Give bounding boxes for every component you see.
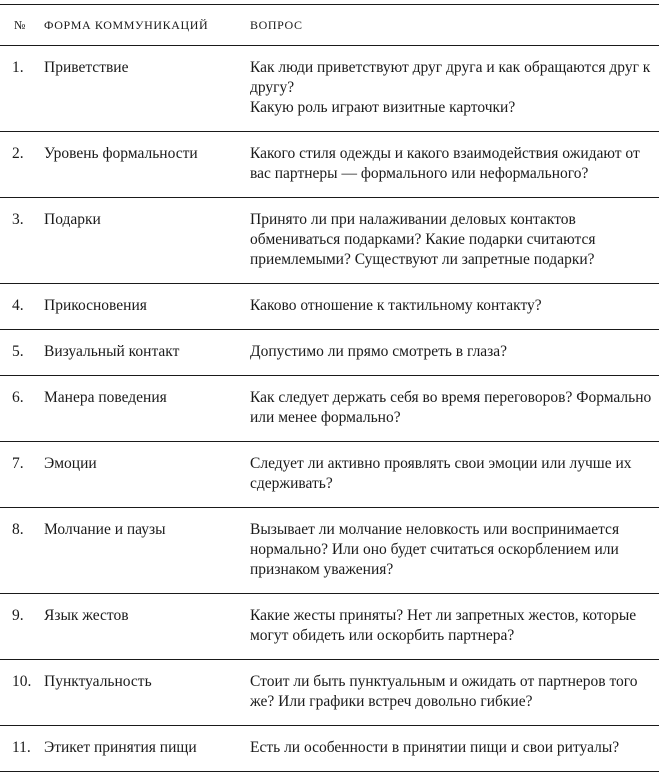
row-question: Принято ли при налаживании деловых контактов обмениваться подарками? Какие подарки считаются приемлемыми? Существуют ли запретные подарки? [250, 211, 596, 268]
header-question: ВОПРОС [250, 17, 303, 32]
table-row [0, 198, 659, 284]
row-form: Визуальный контакт [44, 343, 180, 360]
row-form: Подарки [44, 211, 101, 228]
table-row [0, 46, 659, 132]
row-form: Уровень формальности [44, 145, 198, 162]
row-form: Молчание и паузы [44, 521, 166, 538]
row-number: 2. [12, 145, 24, 162]
row-form: Прикосновения [44, 297, 147, 314]
header-num: № [14, 17, 26, 32]
row-number: 7. [12, 455, 24, 472]
table-row [0, 376, 659, 442]
row-question: Каково отношение к тактильному контакту? [250, 297, 542, 314]
row-question: Стоит ли быть пунктуальным и ожидать от партнеров того же? Или графики встреч довольно гибкие? [250, 673, 638, 710]
row-form: Манера поведения [44, 389, 167, 406]
table-row [0, 284, 659, 330]
row-number: 10. [12, 673, 32, 690]
row-form: Эмоции [44, 455, 97, 472]
row-question [250, 46, 659, 132]
row-form: Пунктуальность [44, 673, 152, 690]
table-row [0, 660, 659, 726]
row-question: Есть ли особенности в принятии пищи и свои ритуалы? [250, 739, 620, 756]
header-form: ФОРМА КОММУНИКАЦИЙ [44, 17, 209, 32]
row-question: Как следует держать себя во время переговоров? Формально или менее формально? [250, 389, 652, 426]
table-row [0, 442, 659, 508]
row-number: 5. [12, 343, 24, 360]
row-form: Приветствие [44, 59, 129, 76]
row-number: 6. [12, 389, 24, 406]
table-row [0, 330, 659, 376]
row-question-text-extra: Какую роль играют визитные карточки? [250, 99, 516, 116]
row-number: 3. [12, 211, 24, 228]
table-row [0, 132, 659, 198]
table-row [0, 726, 659, 772]
row-number: 11. [12, 739, 31, 756]
row-question: Какие жесты приняты? Нет ли запретных жестов, которые могут обидеть или оскорбить партнера? [250, 607, 637, 644]
row-number: 4. [12, 297, 24, 314]
table-row [0, 508, 659, 594]
row-number: 1. [12, 59, 24, 76]
row-question: Следует ли активно проявлять свои эмоции или лучше их сдерживать? [250, 455, 632, 492]
row-question: Вызывает ли молчание неловкость или воспринимается нормально? Или оно будет считаться оскорблением или признаком уважения? [250, 521, 620, 578]
table-header-row [0, 5, 659, 46]
row-number: 8. [12, 521, 24, 538]
communication-table [0, 4, 659, 772]
row-question-text: Как люди приветствуют друг друга и как обращаются друг к другу? [250, 59, 651, 96]
row-question: Допустимо ли прямо смотреть в глаза? [250, 343, 508, 360]
row-question: Какого стиля одежды и какого взаимодействия ожидают от вас партнеры — формального или неформального? [250, 145, 640, 182]
row-number: 9. [12, 607, 24, 624]
table-row [0, 594, 659, 660]
row-form: Этикет принятия пищи [44, 739, 197, 756]
row-form: Язык жестов [44, 607, 129, 624]
